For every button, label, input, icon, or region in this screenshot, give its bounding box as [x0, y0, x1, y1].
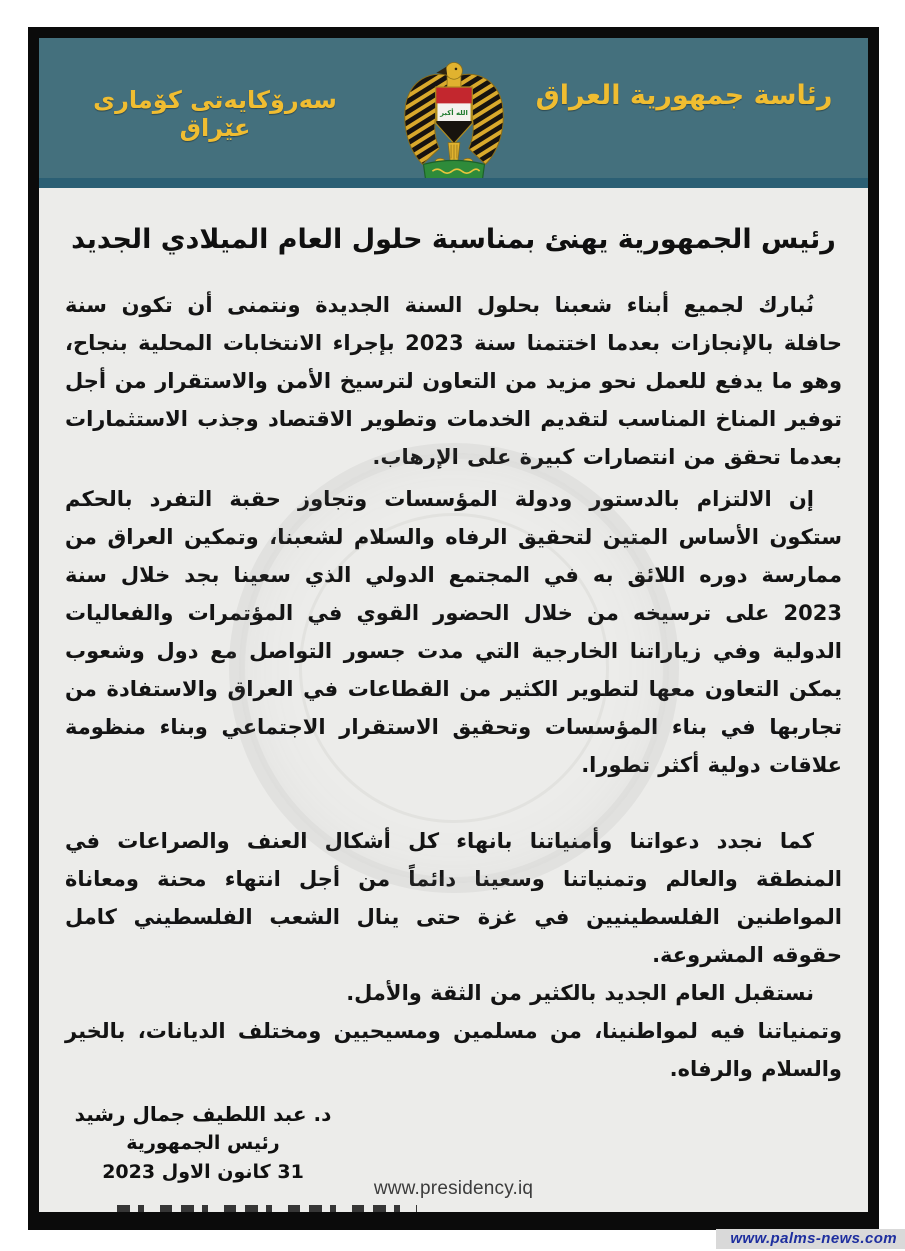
news-site-watermark: www.palms-news.com	[716, 1229, 905, 1249]
presidency-website-url: www.presidency.iq	[373, 1178, 534, 1199]
paragraph: وتمنياتنا فيه لمواطنينا، من مسلمين ومسيحيين ومختلف الديانات، بالخير والسلام والرفاه.	[65, 1019, 842, 1081]
statement-text	[65, 286, 842, 1088]
arabic-calligraphy-title: رئاسة جمهورية العراق	[535, 80, 833, 111]
document-body-panel	[39, 188, 868, 1212]
signature-date: 31 كانون الاول 2023	[102, 1161, 304, 1183]
eagle-eye	[454, 68, 457, 71]
letterhead-band	[39, 38, 868, 188]
eagle-beak	[436, 67, 447, 75]
paragraph: نستقبل العام الجديد بالكثير من الثقة والأمل.	[346, 981, 814, 1005]
signature-role: رئيس الجمهورية	[126, 1132, 280, 1154]
emblem-shield	[436, 88, 471, 143]
kurdish-title: سەرۆکایەتی کۆماری عێراق	[93, 86, 337, 142]
header-divider-strip	[39, 178, 868, 188]
signature-block	[73, 1100, 333, 1187]
shield-takbir-text: الله أكبر	[439, 109, 468, 118]
document-title: رئيس الجمهورية يهنئ بمناسبة حلول العام الميلادي الجديد	[71, 224, 836, 255]
eagle-head	[445, 63, 462, 80]
paragraph: إن الالتزام بالدستور ودولة المؤسسات وتجاوز حقبة التفرد بالحكم ستكون الأساس المتين لتحقيق الرفاه والسلام لشعبنا، وتمكين العراق من ممارسة دوره اللائق به في المجتمع الدولي الذي سعينا بجد خلال سنة 2023 على ترسيخه من خلال الحضور القوي في المؤتمرات والفعاليات الدولية وفي زياراتنا الخارجية التي مدت جسور التواصل مع دول وشعوب يمكن التعاون معها لتطوير الكثير من القطاعات في العراق والاستفادة من تجاربها في بناء المؤسسات وتحقيق الاستقرار الاجتماعي وبناء منظومة علاقات دولية أكثر تطورا.	[65, 487, 842, 777]
iraq-eagle-emblem-icon	[395, 60, 513, 184]
page-frame	[28, 27, 879, 1230]
paragraph: نُبارك لجميع أبناء شعبنا بحلول السنة الجديدة ونتمنى أن تكون سنة حافلة بالإنجازات بعدما اختتمنا سنة 2023 بإجراء الانتخابات المحلية بنجاح، وهو ما يدفع للعمل نحو مزيد من التعاون لترسيخ الأمن والاستقرار من أجل توفير المناخ المناسب لتقديم الخدمات وتطوير الاقتصاد وجذب الاستثمارات بعدما تحقق من انتصارات كبيرة على الإرهاب.	[65, 293, 842, 469]
signature-name: د. عبد اللطيف جمال رشيد	[74, 1102, 332, 1126]
clipped-text-fragment	[117, 1205, 417, 1212]
paragraph: كما نجدد دعواتنا وأمنياتنا بانهاء كل أشكال العنف والصراعات في المنطقة والعالم وتمنياتنا وسعينا دائماً من أجل انتهاء محنة ومعاناة المواطنين الفلسطينيين في غزة حتى ينال الشعب الفلسطيني كامل حقوقه المشروعة.	[65, 829, 842, 967]
